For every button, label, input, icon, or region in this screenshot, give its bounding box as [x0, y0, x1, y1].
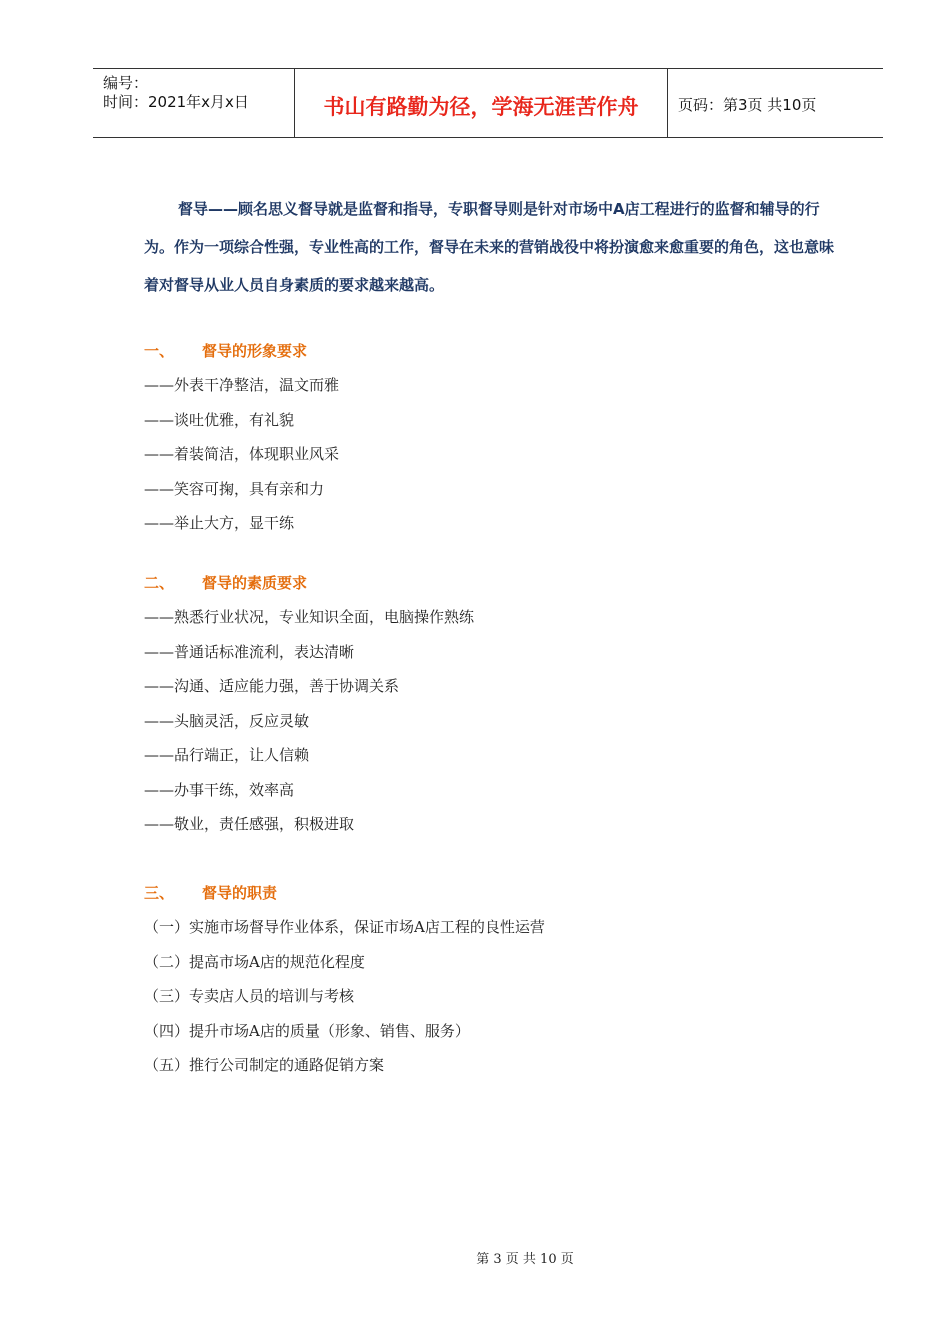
section-number: 一、: [144, 342, 175, 360]
list-item: ——举止大方，显干练: [144, 514, 295, 532]
list-item: （五）推行公司制定的通路促销方案: [144, 1056, 385, 1074]
list-item: ——谈吐优雅，有礼貌: [144, 411, 295, 429]
list-item: ——外表干净整洁，温文而雅: [144, 376, 340, 394]
section-heading: 督导的形象要求: [202, 342, 308, 360]
list-item: （二）提高市场A店的规范化程度: [144, 953, 365, 971]
intro-text: 督导——顾名思义督导就是监督和指导，专职督导则是针对市场中A店工程进行的监督和辅导的行为。作为一项综合性强，专业性高的工作，督导在未来的营销战役中将扮演愈来愈重要的角色，这也意味着对督导从业人员自身素质的要求越来越高。: [144, 200, 835, 294]
list-item: ——着装简洁，体现职业风采: [144, 445, 340, 463]
header-info-cell: [93, 69, 295, 137]
header-page-cell: [668, 69, 883, 137]
section-title-image: [144, 340, 307, 361]
list-item: ——品行端正，让人信赖: [144, 746, 310, 764]
section-title-duties: [144, 882, 277, 903]
section-heading: 督导的素质要求: [202, 574, 308, 592]
header-time-label: 时间：2021年x月x日: [103, 93, 249, 111]
list-item: ——沟通、适应能力强，善于协调关系: [144, 677, 400, 695]
page-footer: 第 3 页 共 10 页: [476, 1252, 574, 1267]
section-number: 三、: [144, 884, 175, 902]
list-item: （四）提升市场A店的质量（形象、销售、服务）: [144, 1022, 470, 1040]
list-item: ——普通话标准流利，表达清晰: [144, 643, 355, 661]
header-code-label: 编号：: [103, 74, 149, 92]
section-title-quality: [144, 572, 307, 593]
list-item: （三）专卖店人员的培训与考核: [144, 987, 355, 1005]
list-item: ——办事干练，效率高: [144, 781, 295, 799]
list-item: ——笑容可掬，具有亲和力: [144, 480, 325, 498]
intro-paragraph: [144, 190, 844, 304]
list-item: ——敬业，责任感强，积极进取: [144, 815, 355, 833]
list-item: ——头脑灵活，反应灵敏: [144, 712, 310, 730]
section-heading: 督导的职责: [202, 884, 278, 902]
header-motto: 书山有路勤为径，学海无涯苦作舟: [323, 95, 639, 119]
page-header: [93, 68, 883, 138]
list-item: ——熟悉行业状况，专业知识全面，电脑操作熟练: [144, 608, 475, 626]
list-item: （一）实施市场督导作业体系，保证市场A店工程的良性运营: [144, 918, 545, 936]
section-number: 二、: [144, 574, 175, 592]
header-page-label: 页码：第3页 共10页: [678, 96, 817, 114]
header-motto-cell: [295, 69, 668, 137]
